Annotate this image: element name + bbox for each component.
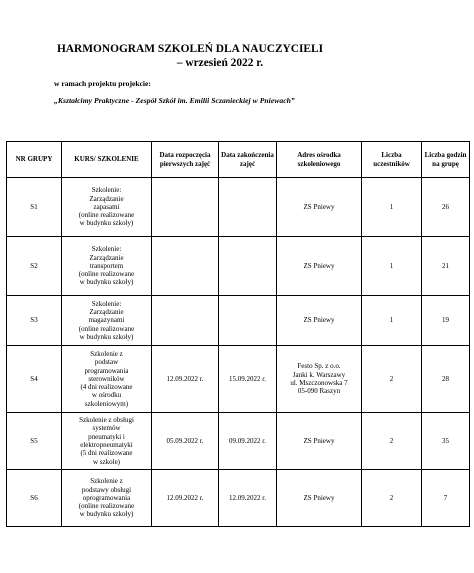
cell-course-line: Szkolenie: (91, 299, 122, 308)
cell-center-line: ZS Pniewy (303, 436, 335, 445)
cell-course-line: (online realizowane (78, 324, 135, 333)
cell-center (277, 237, 362, 296)
header-participants: Liczba uczestników (362, 142, 422, 178)
cell-center-line: ZS Pniewy (303, 316, 335, 325)
cell-participants: 1 (362, 178, 422, 237)
cell-course-line: Szkolenie: (91, 245, 122, 254)
table-row (7, 178, 470, 237)
cell-course-line: systemów (92, 424, 121, 433)
cell-center (277, 346, 362, 413)
table-row (7, 470, 470, 527)
cell-end (219, 296, 277, 346)
table-header-row (7, 142, 470, 178)
cell-participants: 1 (362, 237, 422, 296)
title-line-2: – wrzesień 2022 r. (176, 57, 264, 69)
cell-course (62, 470, 152, 527)
cell-start: 12.09.2022 r. (152, 346, 219, 413)
cell-start (152, 237, 219, 296)
cell-center-line: ZS Pniewy (303, 202, 335, 211)
cell-participants: 2 (362, 413, 422, 470)
header-group: NR GRUPY (7, 142, 62, 178)
project-name: „Kształcimy Praktyczne - Zespół Szkół im. Emilii Sczanieckiej w Pniewach” (54, 96, 295, 105)
cell-group: S6 (7, 470, 62, 527)
cell-start (152, 178, 219, 237)
cell-course-line: programowania (84, 366, 129, 375)
cell-center (277, 296, 362, 346)
cell-participants: 2 (362, 346, 422, 413)
title-line-1: HARMONOGRAM SZKOLEŃ DLA NAUCZYCIELI (56, 43, 324, 55)
cell-course-line: Zarządzanie (89, 253, 124, 262)
cell-course-line: szkoleniowym) (84, 399, 129, 408)
cell-group: S5 (7, 413, 62, 470)
cell-participants: 1 (362, 296, 422, 346)
cell-course-line: (5 dni realizowane (80, 449, 133, 458)
cell-group: S4 (7, 346, 62, 413)
cell-course-line: podstaw (94, 358, 119, 367)
cell-course-line: w szkole) (92, 457, 121, 466)
cell-end (219, 237, 277, 296)
cell-center-line: Janki k. Warszawy (292, 370, 346, 379)
cell-course-line: pneumatyki i (88, 432, 125, 441)
cell-center (277, 413, 362, 470)
cell-hours: 35 (422, 413, 470, 470)
cell-hours: 28 (422, 346, 470, 413)
cell-hours: 26 (422, 178, 470, 237)
schedule-table (6, 141, 470, 527)
cell-course (62, 346, 152, 413)
cell-course (62, 296, 152, 346)
cell-course-line: w budynku szkoły) (79, 219, 134, 228)
cell-center-line: 05-090 Raszyn (297, 387, 341, 396)
cell-end: 15.09.2022 r. (219, 346, 277, 413)
cell-course-line: sterowników (88, 374, 125, 383)
document-title (30, 42, 350, 70)
cell-start: 05.09.2022 r. (152, 413, 219, 470)
cell-course-line: Szkolenie z (90, 349, 123, 358)
header-center: Adres ośrodka szkoleniowego (277, 142, 362, 178)
table-row (7, 346, 470, 413)
header-start-date: Data rozpoczęcia pierwszych zajęć (152, 142, 219, 178)
cell-course-line: (online realizowane (78, 270, 135, 279)
cell-end: 09.09.2022 r. (219, 413, 277, 470)
cell-hours: 7 (422, 470, 470, 527)
cell-course-line: (online realizowane (78, 211, 135, 220)
cell-start: 12.09.2022 r. (152, 470, 219, 527)
table-row (7, 413, 470, 470)
cell-course-line: zapasami (93, 202, 120, 211)
cell-course-line: w budynku szkoły) (79, 510, 134, 519)
cell-course-line: oprogramowania (82, 493, 131, 502)
cell-course-line: magazynami (88, 316, 125, 325)
cell-course-line: w budynku szkoły) (79, 332, 134, 341)
cell-center-line: Festo Sp. z o.o. (297, 362, 341, 371)
cell-center-line: ZS Pniewy (303, 261, 335, 270)
header-course: KURS/ SZKOLENIE (62, 142, 152, 178)
cell-course-line: Zarządzanie (89, 308, 124, 317)
cell-course-line: w ośrodku (91, 391, 122, 400)
cell-course-line: Szkolenie z (90, 477, 123, 486)
cell-course (62, 413, 152, 470)
cell-course-line: elektropneumatyki (80, 441, 133, 449)
cell-start (152, 296, 219, 346)
cell-center-line: ZS Pniewy (303, 493, 335, 502)
cell-group: S1 (7, 178, 62, 237)
table-body (7, 178, 470, 527)
cell-group: S2 (7, 237, 62, 296)
cell-center (277, 178, 362, 237)
header-hours: Liczba godzin na grupę (422, 142, 470, 178)
cell-course-line: (4 dni realizowane (80, 383, 133, 392)
cell-course-line: Szkolenie: (91, 186, 122, 195)
subtitle: w ramach projektu projekcie: (54, 79, 151, 88)
cell-group: S3 (7, 296, 62, 346)
cell-participants: 2 (362, 470, 422, 527)
cell-course-line: transportem (89, 261, 124, 270)
cell-end: 12.09.2022 r. (219, 470, 277, 527)
cell-course-line: (online realizowane (78, 502, 135, 511)
table-row (7, 237, 470, 296)
cell-center-line: ul. Mszczonowska 7 (290, 379, 348, 387)
cell-course-line: Szkolenie z obsługi (79, 416, 134, 425)
cell-hours: 19 (422, 296, 470, 346)
cell-end (219, 178, 277, 237)
cell-course-line: w budynku szkoły) (79, 278, 134, 287)
cell-center (277, 470, 362, 527)
cell-hours: 21 (422, 237, 470, 296)
cell-course-line: Zarządzanie (89, 194, 124, 203)
cell-course (62, 237, 152, 296)
cell-course-line: podstawy obsługi (81, 485, 132, 494)
cell-course (62, 178, 152, 237)
header-end-date: Data zakończenia zajęć (219, 142, 277, 178)
table-row (7, 296, 470, 346)
